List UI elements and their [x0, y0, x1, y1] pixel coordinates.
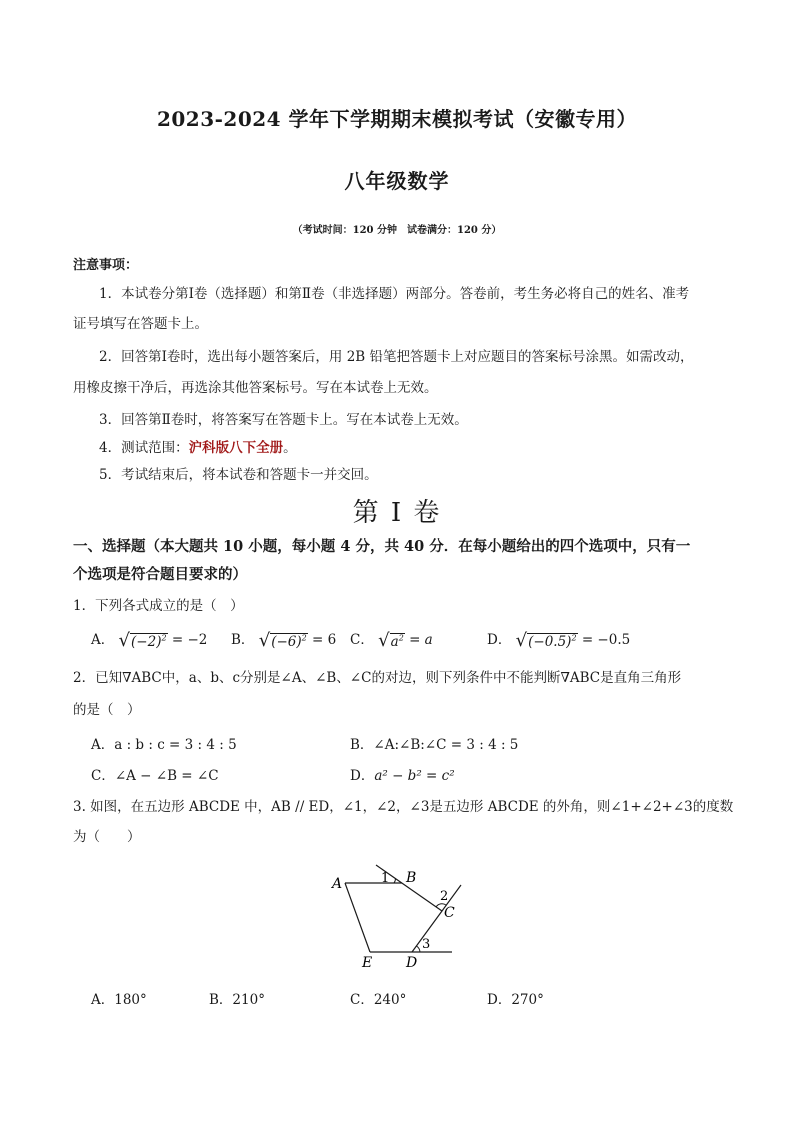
q1-option-a-label: A．	[91, 632, 115, 648]
edge-ea	[345, 883, 370, 952]
label-angle-2: 2	[440, 889, 449, 904]
notice-item-1-line-2: 证号填写在答题卡上。	[73, 316, 208, 332]
q1-option-c	[350, 628, 433, 651]
q1-option-c-label: C．	[350, 632, 374, 648]
label-d: D	[406, 955, 418, 971]
q2-stem-line-2: 的是（ ）	[73, 702, 141, 718]
notice-item-4-suffix: 。	[283, 440, 297, 456]
section-1-line-1: 一、选择题（本大题共 10 小题，每小题 4 分，共 40 分．在每小题给出的四个选项中，只有一	[73, 538, 691, 555]
q2-option-a: A．a : b : c = 3 : 4 : 5	[91, 737, 237, 753]
q1-option-d-label: D．	[487, 632, 512, 648]
q1-option-c-rhs: = a	[409, 632, 433, 648]
q1-stem: 1．下列各式成立的是（ ）	[73, 598, 244, 614]
q3-option-b: B．210°	[209, 992, 265, 1008]
section-1-line-2: 个选项是符合题目要求的）	[73, 566, 247, 583]
notice-item-4	[99, 438, 297, 458]
q2-option-d-label: D．	[350, 768, 375, 784]
q3-option-c: C．240°	[350, 992, 407, 1008]
q1-option-b-exponent: 2	[301, 633, 307, 643]
q3-stem-line-1: 3. 如图，在五边形 ABCDE 中，AB // ED，∠1，∠2，∠3是五边形 ABCDE 的外角，则∠1+∠2+∠3的度数	[73, 799, 734, 815]
radical-sign-icon: √	[515, 630, 528, 651]
exam-title: 2023-2024 学年下学期期末模拟考试（安徽专用）	[156, 107, 638, 131]
notice-item-4-prefix: 4．测试范围：	[99, 440, 189, 456]
q2-stem-line-1: 2．已知∇ABC中，a、b、c分别是∠A、∠B、∠C的对边，则下列条件中不能判断∇ABC是直角三角形	[73, 670, 682, 686]
q1-option-d-rhs: = −0.5	[581, 632, 631, 648]
q1-option-a-radicand: (−2)	[131, 634, 162, 650]
notice-item-5: 5．考试结束后，将本试卷和答题卡一并交回。	[99, 467, 378, 483]
notice-heading: 注意事项：	[73, 258, 139, 273]
radical-sign-icon: √	[258, 630, 271, 651]
q1-option-d	[487, 628, 630, 651]
exam-info: （考试时间：120 分钟 试卷满分：120 分）	[292, 225, 502, 236]
radical-sign-icon: √	[118, 630, 131, 651]
label-angle-1: 1	[381, 871, 390, 886]
notice-item-1-line-1: 1．本试卷分第Ⅰ卷（选择题）和第Ⅱ卷（非选择题）两部分。答卷前，考生务必将自己的姓名、准考	[99, 286, 690, 302]
q1-option-a-exponent: 2	[161, 633, 167, 643]
notice-item-2-line-2: 用橡皮擦干净后，再选涂其他答案标号。写在本试卷上无效。	[73, 380, 438, 396]
q1-option-c-sqrt	[378, 630, 405, 651]
q1-option-a-rhs: = −2	[171, 632, 208, 648]
label-b: B	[406, 870, 417, 886]
q1-option-d-radicand: (−0.5)	[528, 634, 572, 650]
q1-option-a	[91, 628, 207, 651]
q1-option-d-exponent: 2	[571, 633, 577, 643]
q1-option-b-rhs: = 6	[312, 632, 337, 648]
q3-stem-line-2: 为（ ）	[73, 829, 141, 845]
q1-option-b	[231, 628, 336, 651]
notice-item-2-line-1: 2．回答第Ⅰ卷时，选出每小题答案后，用 2B 铅笔把答题卡上对应题目的答案标号涂黑。如需改动，	[99, 349, 694, 365]
test-range: 沪科版八下全册	[188, 440, 284, 456]
q2-option-c: C．∠A − ∠B = ∠C	[91, 768, 219, 784]
label-e: E	[362, 955, 373, 971]
radical-sign-icon: √	[378, 630, 390, 651]
q1-option-c-exponent: 2	[398, 633, 404, 643]
q1-option-b-radicand: (−6)	[271, 634, 302, 650]
volume-title: 第 I 卷	[352, 498, 442, 528]
angle-3-arc	[417, 946, 421, 952]
q1-option-d-sqrt	[516, 630, 578, 651]
q2-option-d	[350, 764, 455, 784]
q3-option-a: A．180°	[91, 992, 147, 1008]
label-a: A	[332, 876, 343, 892]
pentagon-figure	[320, 855, 480, 975]
exam-subtitle: 八年级数学	[344, 169, 450, 193]
q1-option-b-sqrt	[259, 630, 308, 651]
q2-option-b: B．∠A:∠B:∠C = 3 : 4 : 5	[350, 737, 519, 753]
q1-option-a-sqrt	[119, 630, 168, 651]
label-c: C	[444, 905, 455, 921]
q3-option-d: D．270°	[487, 992, 544, 1008]
q1-option-c-radicand: a	[390, 634, 399, 650]
label-angle-3: 3	[422, 937, 431, 952]
notice-item-3: 3．回答第Ⅱ卷时，将答案写在答题卡上。写在本试卷上无效。	[99, 412, 468, 428]
q2-option-d-expr: a² − b² = c²	[374, 768, 455, 784]
q1-option-b-label: B．	[231, 632, 255, 648]
